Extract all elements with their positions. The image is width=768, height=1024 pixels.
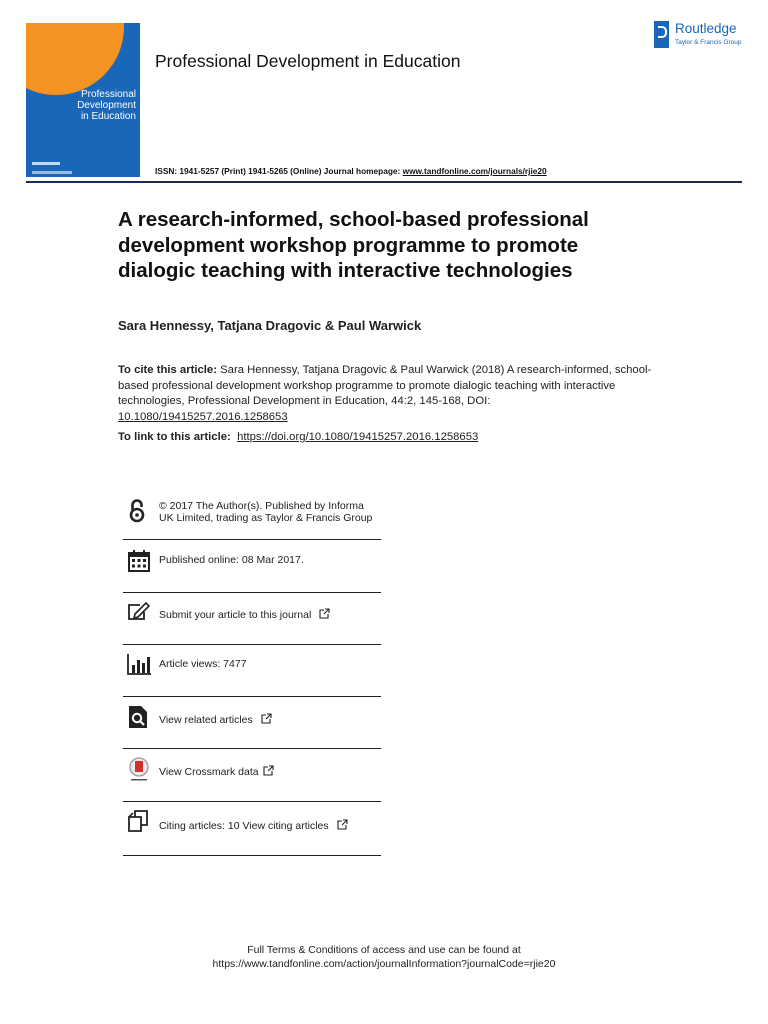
citing-articles-icon	[126, 809, 152, 835]
copyright-text: © 2017 The Author(s). Published by Informa UK Limited, trading as Taylor & Francis Group	[159, 500, 373, 525]
crossmark-icon	[126, 756, 152, 782]
cover-title-line: Professional	[80, 89, 136, 100]
citation-text: Sara Hennessy, Tatjana Dragovic & Paul Warwick (2018) A research-informed, school-based professional development workshop programme to promote dialogic teaching with interactive technologies, Professional Development in Education, 44:2, 145-168, DOI:	[118, 364, 652, 408]
citation-block	[118, 363, 653, 425]
footer-terms: Full Terms & Conditions of access and use can be found at	[247, 944, 521, 956]
crossmark-label[interactable]: View Crossmark data	[159, 766, 259, 778]
article-link-line	[118, 431, 478, 443]
citation-doi-link[interactable]: 10.1080/19415257.2016.1258653	[118, 410, 288, 423]
cover-title	[56, 89, 136, 122]
citing-text[interactable]	[159, 819, 348, 832]
document-search-icon	[126, 704, 152, 730]
submit-row[interactable]	[123, 600, 381, 645]
related-label[interactable]: View related articles	[159, 714, 253, 726]
published-text: Published online: 08 Mar 2017.	[159, 554, 304, 566]
publisher-logo	[654, 20, 748, 50]
related-row[interactable]	[123, 704, 381, 749]
citing-label[interactable]: Citing articles: 10 View citing articles	[159, 820, 329, 832]
open-access-icon	[126, 498, 152, 524]
citation-label: To cite this article:	[118, 364, 217, 376]
bar-chart-icon	[126, 652, 152, 678]
cover-publisher-mark	[32, 162, 60, 165]
submit-label[interactable]: Submit your article to this journal	[159, 609, 312, 621]
journal-homepage-link[interactable]: www.tandfonline.com/journals/rjie20	[402, 166, 547, 176]
cover-title-line: in Education	[80, 111, 136, 122]
crossmark-row[interactable]	[123, 756, 381, 802]
issn-text: ISSN: 1941-5257 (Print) 1941-5265 (Online) Journal homepage:	[155, 166, 403, 176]
article-doi-url[interactable]: https://doi.org/10.1080/19415257.2016.1258653	[237, 431, 479, 443]
external-link-icon	[319, 608, 330, 619]
external-link-icon	[263, 765, 274, 776]
calendar-icon	[126, 548, 152, 574]
external-link-icon	[337, 819, 348, 830]
cover-publisher-mark	[32, 171, 72, 174]
related-text[interactable]	[159, 713, 272, 726]
journal-title: Professional Development in Education	[155, 51, 461, 71]
article-title: A research-informed, school-based professional development workshop programme to promote dialogic teaching with interactive technologies	[118, 208, 589, 282]
citing-row[interactable]	[123, 809, 381, 856]
header-divider	[26, 181, 742, 183]
views-text: Article views: 7477	[159, 658, 247, 670]
views-row	[123, 652, 381, 697]
cover-title-line: Development	[77, 100, 136, 111]
copyright-row	[123, 498, 381, 540]
routledge-r-icon	[654, 21, 669, 48]
footer-terms-url[interactable]: https://www.tandfonline.com/action/journalInformation?journalCode=rjie20	[212, 958, 556, 970]
external-link-icon	[261, 713, 272, 724]
edit-icon	[126, 600, 152, 626]
article-link-label: To link to this article:	[118, 431, 231, 443]
article-authors: Sara Hennessy, Tatjana Dragovic & Paul Warwick	[118, 318, 422, 333]
crossmark-text[interactable]	[159, 765, 274, 778]
submit-text[interactable]	[159, 608, 330, 621]
published-row	[123, 548, 381, 593]
issn-line	[155, 166, 547, 176]
cover-orange-shape	[26, 23, 124, 95]
publisher-tagline: Taylor & Francis Group	[675, 39, 742, 46]
publisher-name: Routledge	[675, 21, 737, 36]
journal-cover	[26, 23, 140, 177]
